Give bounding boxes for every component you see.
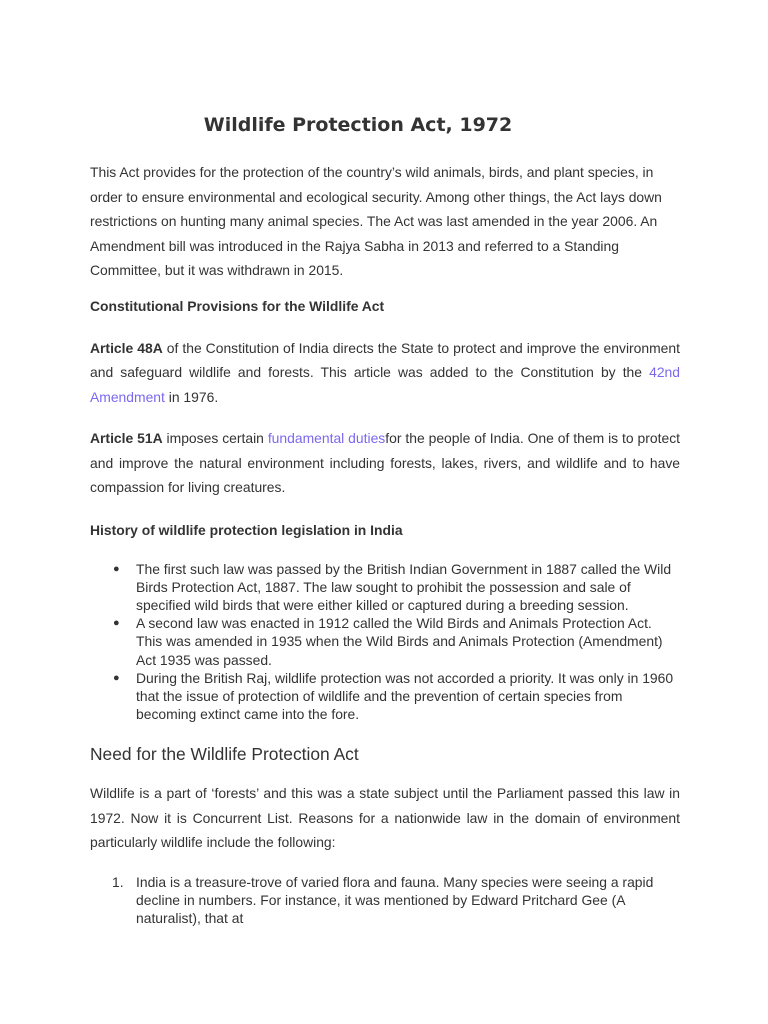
article-51a-paragraph <box>90 426 680 500</box>
article-51a-text: imposes certain <box>162 430 268 446</box>
article-51a-lead: Article 51A <box>90 430 163 446</box>
article-48a-text-end: in 1976. <box>164 388 219 405</box>
article-48a-paragraph <box>90 336 680 410</box>
bullet-icon: ● <box>113 617 120 630</box>
constitutional-heading: Constitutional Provisions for the Wildlife Act <box>90 297 385 314</box>
page-title: Wildlife Protection Act, 1972 <box>203 114 513 136</box>
need-list <box>90 873 680 928</box>
list-item: ● During the British Raj, wildlife protection was not accorded a priority. It was only in 1960 that the issue of protection of wildlife and the prevention of certain species from becoming extinct came into the fore. <box>113 669 674 723</box>
bullet-icon: ● <box>113 562 120 575</box>
need-paragraph: Wildlife is a part of ‘forests’ and this was a state subject until the Parliament passed this law in 1972. Now it is Concurrent List. Reasons for a nationwide law in the domain of environment particularly wildlife include the following: <box>90 785 680 851</box>
need-heading: Need for the Wildlife Protection Act <box>90 744 359 765</box>
history-list <box>90 560 680 724</box>
article-48a-text: of the Constitution of India directs the State to protect and improve the environment and safeguard wildlife and forests. This article was added to the Constitution by the <box>90 339 680 380</box>
article-51a-text-end: for the people of India. One of them is to protect and improve the natural environment including forests, lakes, rivers, and wildlife and to have compassion for living creatures. <box>90 430 680 495</box>
list-item: ● A second law was enacted in 1912 called the Wild Birds and Animals Protection Act. This was amended in 1935 when the Wild Birds and Animals Protection (Amendment) Act 1935 was passed. <box>113 615 663 668</box>
list-number: 1. <box>112 873 124 890</box>
42nd-amendment-link[interactable]: 42nd Amendment <box>90 364 680 405</box>
list-item: ● The first such law was passed by the British Indian Government in 1887 called the Wild Birds Protection Act, 1887. The law sought to prohibit the possession and sale of specified wild birds that were either killed or captured during a breeding session. <box>113 560 672 613</box>
intro-paragraph: This Act provides for the protection of the country’s wild animals, birds, and plant species, in order to ensure environmental and ecological security. Among other things, the Act lays down restrictions on hunting many animal species. The Act was last amended in the year 2006. An Amendment bill was introduced in the Rajya Sabha in 2013 and referred to a Standing Committee, but it was withdrawn in 2015. <box>90 164 662 278</box>
fundamental-duties-link[interactable]: fundamental duties <box>267 430 386 446</box>
history-heading: History of wildlife protection legislation in India <box>90 521 403 538</box>
article-48a-lead: Article 48A <box>90 339 163 356</box>
bullet-icon: ● <box>113 671 120 684</box>
document-body <box>90 160 680 927</box>
list-item: 1. India is a treasure-trove of varied flora and fauna. Many species were seeing a rapid decline in numbers. For instance, it was mentioned by Edward Pritchard Gee (A naturalist), that at <box>112 873 654 927</box>
